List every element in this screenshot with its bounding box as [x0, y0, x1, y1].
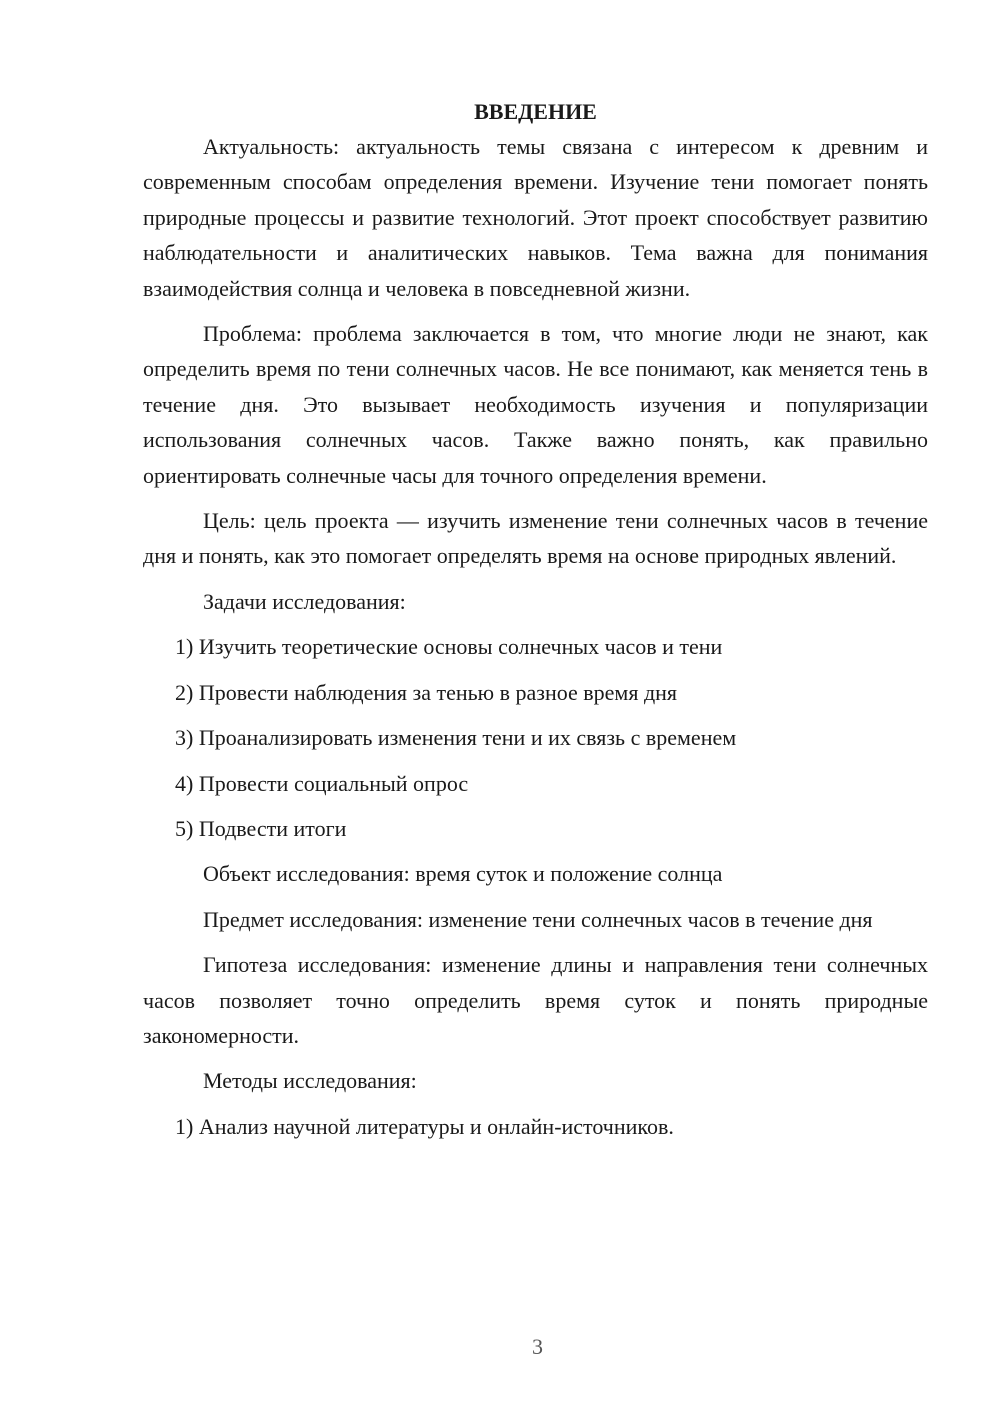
hypothesis-paragraph: Гипотеза исследования: изменение длины и направления тени солнечных часов позволяет точно определить время суток и понять природные закономерности. [143, 952, 928, 1048]
tasks-label: Задачи исследования: [203, 588, 406, 614]
methods-list [143, 1109, 928, 1144]
list-item: 1) Анализ научной литературы и онлайн-источников. [175, 1113, 674, 1139]
subject-paragraph: Предмет исследования: изменение тени солнечных часов в течение дня [203, 906, 873, 932]
object-paragraph: Объект исследования: время суток и положение солнца [203, 861, 723, 887]
relevance-paragraph: Актуальность: актуальность темы связана с интересом к древним и современным способам определения времени. Изучение тени помогает понять природные процессы и развитие технологий. Этот проект способствует развитию наблюдательности и аналитических навыков. Тема важна для понимания взаимодействия солнца и человека в повседневной жизни. [143, 134, 928, 301]
page-number: 3 [532, 1334, 543, 1359]
methods-label: Методы исследования: [203, 1068, 417, 1094]
list-item: 5) Подвести итоги [175, 815, 347, 841]
tasks-list [143, 629, 928, 846]
list-item: 3) Проанализировать изменения тени и их связь с временем [175, 725, 737, 751]
section-heading: ВВЕДЕНИЕ [474, 99, 597, 124]
list-item: 4) Провести социальный опрос [175, 770, 469, 796]
page-content [143, 94, 928, 1154]
goal-paragraph: Цель: цель проекта — изучить изменение тени солнечных часов в течение дня и понять, как это помогает определять время на основе природных явлений. [143, 508, 928, 569]
list-item: 1) Изучить теоретические основы солнечных часов и тени [175, 634, 723, 660]
list-item: 2) Провести наблюдения за тенью в разное время дня [175, 679, 678, 705]
problem-paragraph: Проблема: проблема заключается в том, что многие люди не знают, как определить время по тени солнечных часов. Не все понимают, как меняется тень в течение дня. Это вызывает необходимость изучения и популяризации использования солнечных часов. Также важно понять, как правильно ориентировать солнечные часы для точного определения времени. [143, 321, 928, 488]
